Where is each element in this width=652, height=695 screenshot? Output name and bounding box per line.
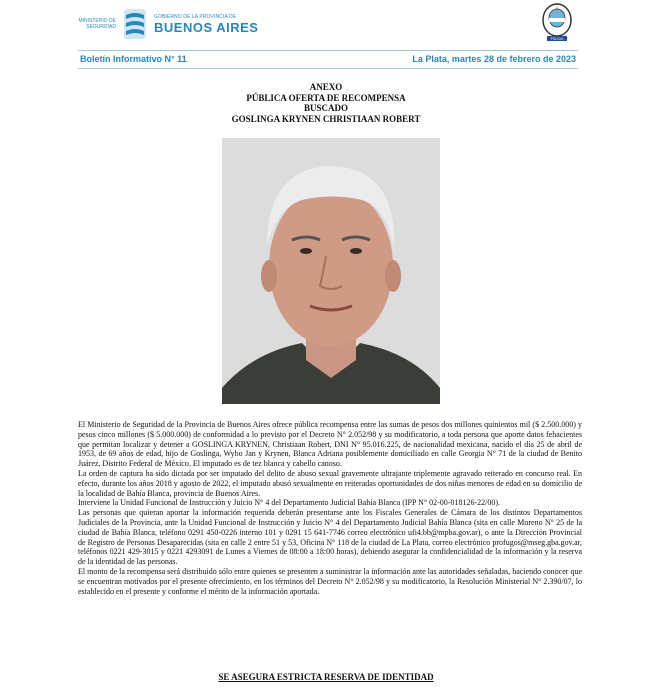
ministerio-label: MINISTERIO DE SEGURIDAD [78,18,116,30]
policia-shield-icon [541,2,573,42]
escudo-label: POLICIA [550,37,564,41]
paragraph-contacto: Las personas que quieran aportar la información requerida deberán presentarse ante los Fiscales Generales de Cámara de los distintos Departamentos Judiciales de la Provincia, ante la Unidad Funcional de Instrucción y Juicio N° 4 del Departamento Judicial Bahía Blanca (sita en calle Moreno N° 25 de la ciudad de Bahía Blanca, teléfono 0291 450-0226 interno 101 y 0291 15 641-7746 correo electrónico ufi4.bb@mpba.gov.ar), o ante la Dirección Provincial de Registro de Personas Desaparecidas (sita en calle 2 entre 51 y 53, Oficina N° 118 de la ciudad de La Plata, correo electrónico profugos@mseg.gba.gov.ar, teléfonos 0221 429-3015 y 0221 4293091 de Lunes a Viernes de 08:00 a 18:00 horas), debiendo asegurar la confidencialidad de la información y la reserva de la identidad de las personas. [78,508,582,567]
person-portrait-icon [222,138,440,404]
paragraph-monto: El monto de la recompensa será distribuido sólo entre quienes se presenten a suministrar la información ante las autoridades señaladas, haciendo conocer que se encuentran motivados por el presente ofrecimiento, en los términos del Decreto N° 2.052/98 y su modificatorio, la Resolución Ministerial N° 2.390/07, lo establecido en el presente y conforme el mérito de la información aportada. [78,566,582,596]
document-body [78,420,582,596]
document-titles [0,82,652,124]
page-header [0,0,652,48]
boletin-date: La Plata, martes 28 de febrero de 2023 [412,54,576,64]
reserva-identidad-notice: SE ASEGURA ESTRICTA RESERVA DE IDENTIDAD [218,672,434,682]
gobierno-small-label: GOBIERNO DE LA PROVINCIA DE [154,14,237,20]
paragraph-interviene: Interviene la Unidad Funcional de Instrucción y Juicio N° 4 del Departamento Judicial Bahía Blanca (IPP N° 02-00-018126-22/00). [78,498,500,508]
boletin-bar [78,50,578,69]
title-buscado: BUSCADO [303,103,348,113]
title-oferta: PÚBLICA OFERTA DE RECOMPENSA [246,92,406,103]
boletin-number: Boletín Informativo N° 11 [80,54,187,64]
gobierno-wordmark [154,14,258,34]
title-name: GOSLINGA KRYNEN CHRISTIAAN ROBERT [231,113,421,124]
provincia-flag-icon [122,7,148,41]
paragraph-orden: La orden de captura ha sido dictada por ser imputado del delito de abuso sexual gravemente ultrajante triplemente agravado reiterado en concurso real. En efecto, durante los años 2018 y agosto de 2022, el imputado abusó sexualmente en reiteradas oportunidades de dos niñas menores de edad en su domicilio de la localidad de Bahía Blanca, provincia de Buenos Aires. [78,468,582,498]
gobierno-logo [76,4,258,44]
paragraph-oferta: El Ministerio de Seguridad de la Provincia de Buenos Aires ofrece pública recompensa entre las sumas de pesos dos millones quinientos mil ($ 2.500.000) y pesos cinco millones ($ 5.000.000) de conformidad a lo previsto por el Decreto N° 2.052/98 y su modificatorio, a toda persona que aporte datos fehacientes que permitan localizar y detener a GOSLINGA KRYNEN, Christiaan Robert, DNI N° 95.016.225, de nacionalidad mexicana, nacido el día 25 de abril de 1953, de 69 años de edad, hijo de Goslinga, Wybo Jan y Krynen, Blanca Adriana posiblemente domiciliado en calle Georgia N° 71 de la ciudad de Benito Juárez, Distrito Federal de México. El imputado es de tez blanca y cabello canoso. [78,420,582,469]
title-anexo: ANEXO [309,82,343,92]
buenos-aires-label: BUENOS AIRES [154,20,259,35]
wanted-person-photo [222,138,440,404]
